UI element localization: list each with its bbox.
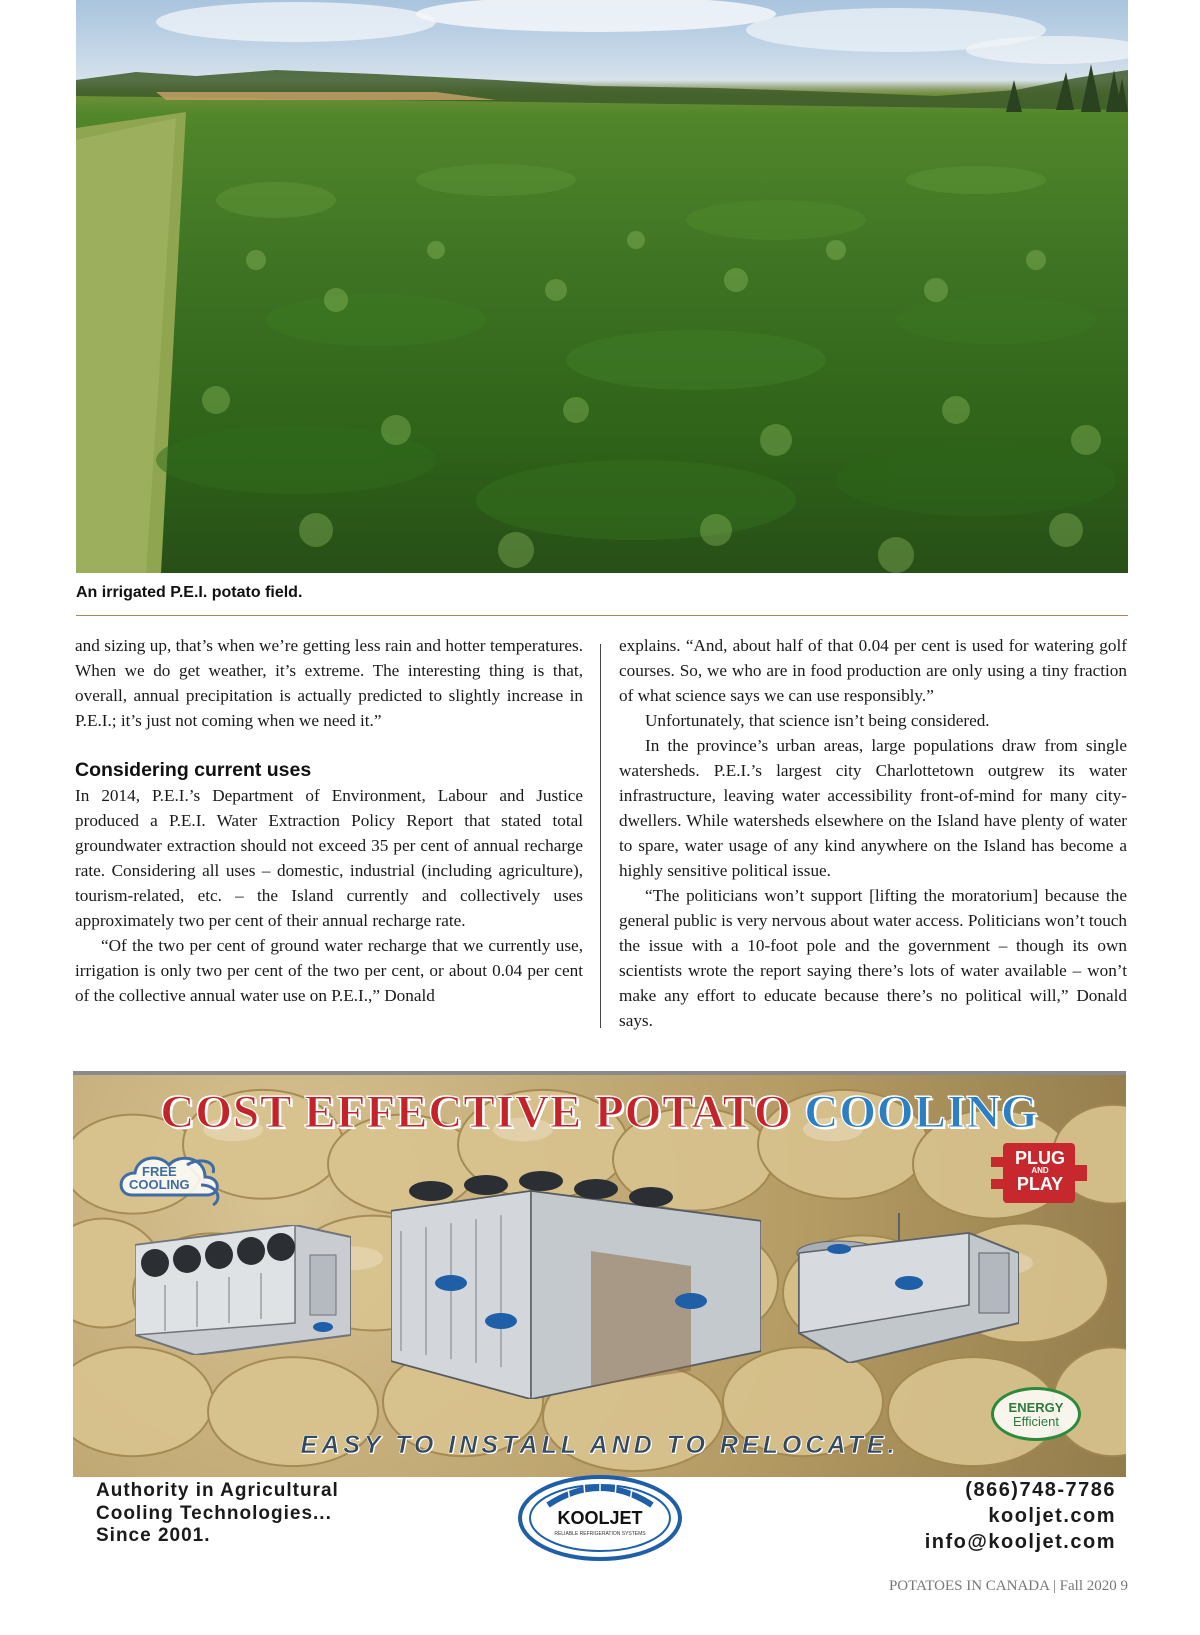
condenser-unit-illustration [391, 1171, 761, 1399]
energy-line-2: Efficient [1012, 1414, 1059, 1429]
plug-line-2: AND [1031, 1166, 1049, 1175]
ad-slogan [96, 1480, 339, 1548]
ad-email[interactable]: info@kooljet.com [924, 1531, 1116, 1553]
humidifier-unit-illustration [779, 1213, 1019, 1363]
evaporator-unit-illustration [135, 1225, 351, 1355]
ad-tagline: EASY TO INSTALL AND TO RELOCATE. [300, 1431, 899, 1459]
humidifier-unit-image [779, 1213, 1019, 1363]
ad-phone[interactable]: (866)748-7786 [965, 1479, 1116, 1501]
article-paragraph: In 2014, P.E.I.’s Department of Environment, Labour and Justice produced a P.E.I. Water Extraction Policy Report that stated total groundwater extraction should not exceed 35 per cent of annual recharge rate. Considering all uses – domestic, industrial (including agriculture), tourism-related, etc. – the Island currently and collectively uses approximately two per cent of their annual recharge rate. [75, 786, 583, 930]
ad-website[interactable]: kooljet.com [988, 1505, 1116, 1527]
article-paragraph: Unfortunately, that science isn’t being considered. [645, 711, 990, 730]
article-column-right [619, 633, 1127, 1033]
kooljet-subtitle: RELIABLE REFRIGERATION SYSTEMS [554, 1531, 646, 1537]
free-cooling-label [129, 1165, 190, 1191]
article-column-left [75, 633, 583, 1008]
ad-slogan-line-1: Authority in Agricultural [96, 1480, 339, 1501]
folio-publication: POTATOES IN CANADA [888, 1578, 1050, 1594]
column-divider [600, 644, 601, 1028]
free-cooling-badge [117, 1145, 227, 1213]
ad-slogan-line-3: Since 2001. [96, 1525, 211, 1546]
folio-separator: | [1052, 1578, 1056, 1594]
ad-headline [73, 1085, 1126, 1139]
article-paragraph: explains. “And, about half of that 0.04 per cent is used for watering golf courses. So, we who are in food production are only using a tiny fraction of what science says we can use responsibly.” [619, 636, 1127, 705]
caption-rule [76, 615, 1128, 616]
free-cooling-line-2: COOLING [129, 1177, 190, 1192]
photo-caption: An irrigated P.E.I. potato field. [76, 584, 303, 601]
energy-line-1: ENERGY [1008, 1400, 1064, 1415]
ad-contact [925, 1477, 1116, 1555]
article-paragraph: and sizing up, that’s when we’re getting less rain and hotter temperatures. When we do get weather, it’s extreme. The interesting thing is that, overall, annual precipitation is actually predicted to slightly increase in P.E.I.; it’s just not coming when we need it.” [75, 636, 583, 730]
plug-line-3: PLAY [1016, 1174, 1064, 1194]
condenser-unit-image [391, 1171, 761, 1399]
evaporator-unit-image [135, 1225, 351, 1355]
folio-page-number: 9 [1120, 1578, 1128, 1594]
potato-field-illustration [76, 0, 1128, 573]
article-subheading: Considering current uses [75, 759, 312, 781]
ad-slogan-line-2: Cooling Technologies... [96, 1502, 332, 1524]
plug-and-play-badge [991, 1143, 1087, 1203]
free-cooling-line-1: FREE [142, 1164, 177, 1179]
article-paragraph: In the province’s urban areas, large populations draw from single watersheds. P.E.I.’s largest city Charlottetown outgrew its water infrastructure, leaving water accessibility front-of-mind for many city-dwellers. While watersheds elsewhere on the Island have plenty of water to spare, water usage of any kind anywhere on the Island has become a highly sensitive political issue. [619, 736, 1127, 880]
folio-issue: Fall 2020 [1059, 1578, 1117, 1594]
kooljet-advertisement[interactable] [73, 1071, 1126, 1477]
potato-field-photo [76, 0, 1128, 573]
plug-line-1: PLUG [1014, 1148, 1065, 1168]
article-paragraph: “Of the two per cent of ground water recharge that we currently use, irrigation is only two per cent of the two per cent, or about 0.04 per cent of the collective annual water use on P.E.I.,” Donald [75, 936, 583, 1005]
kooljet-wordmark: KOOLJET [557, 1508, 643, 1528]
article-paragraph: “The politicians won’t support [lifting the moratorium] because the general public is very nervous about water access. Politicians won’t touch the issue with a 10-foot pole and the government – though its own scientists wrote the report saying there’s lots of water available – won’t make any effort to educate because there’s no political will,” Donald says. [619, 886, 1128, 1030]
ad-headline-blue: COOLING [804, 1086, 1039, 1138]
kooljet-logo[interactable] [518, 1475, 682, 1561]
plug-and-play-label [1005, 1149, 1075, 1193]
ad-headline-red: COST EFFECTIVE POTATO [160, 1086, 792, 1138]
page-folio [889, 1578, 1128, 1595]
